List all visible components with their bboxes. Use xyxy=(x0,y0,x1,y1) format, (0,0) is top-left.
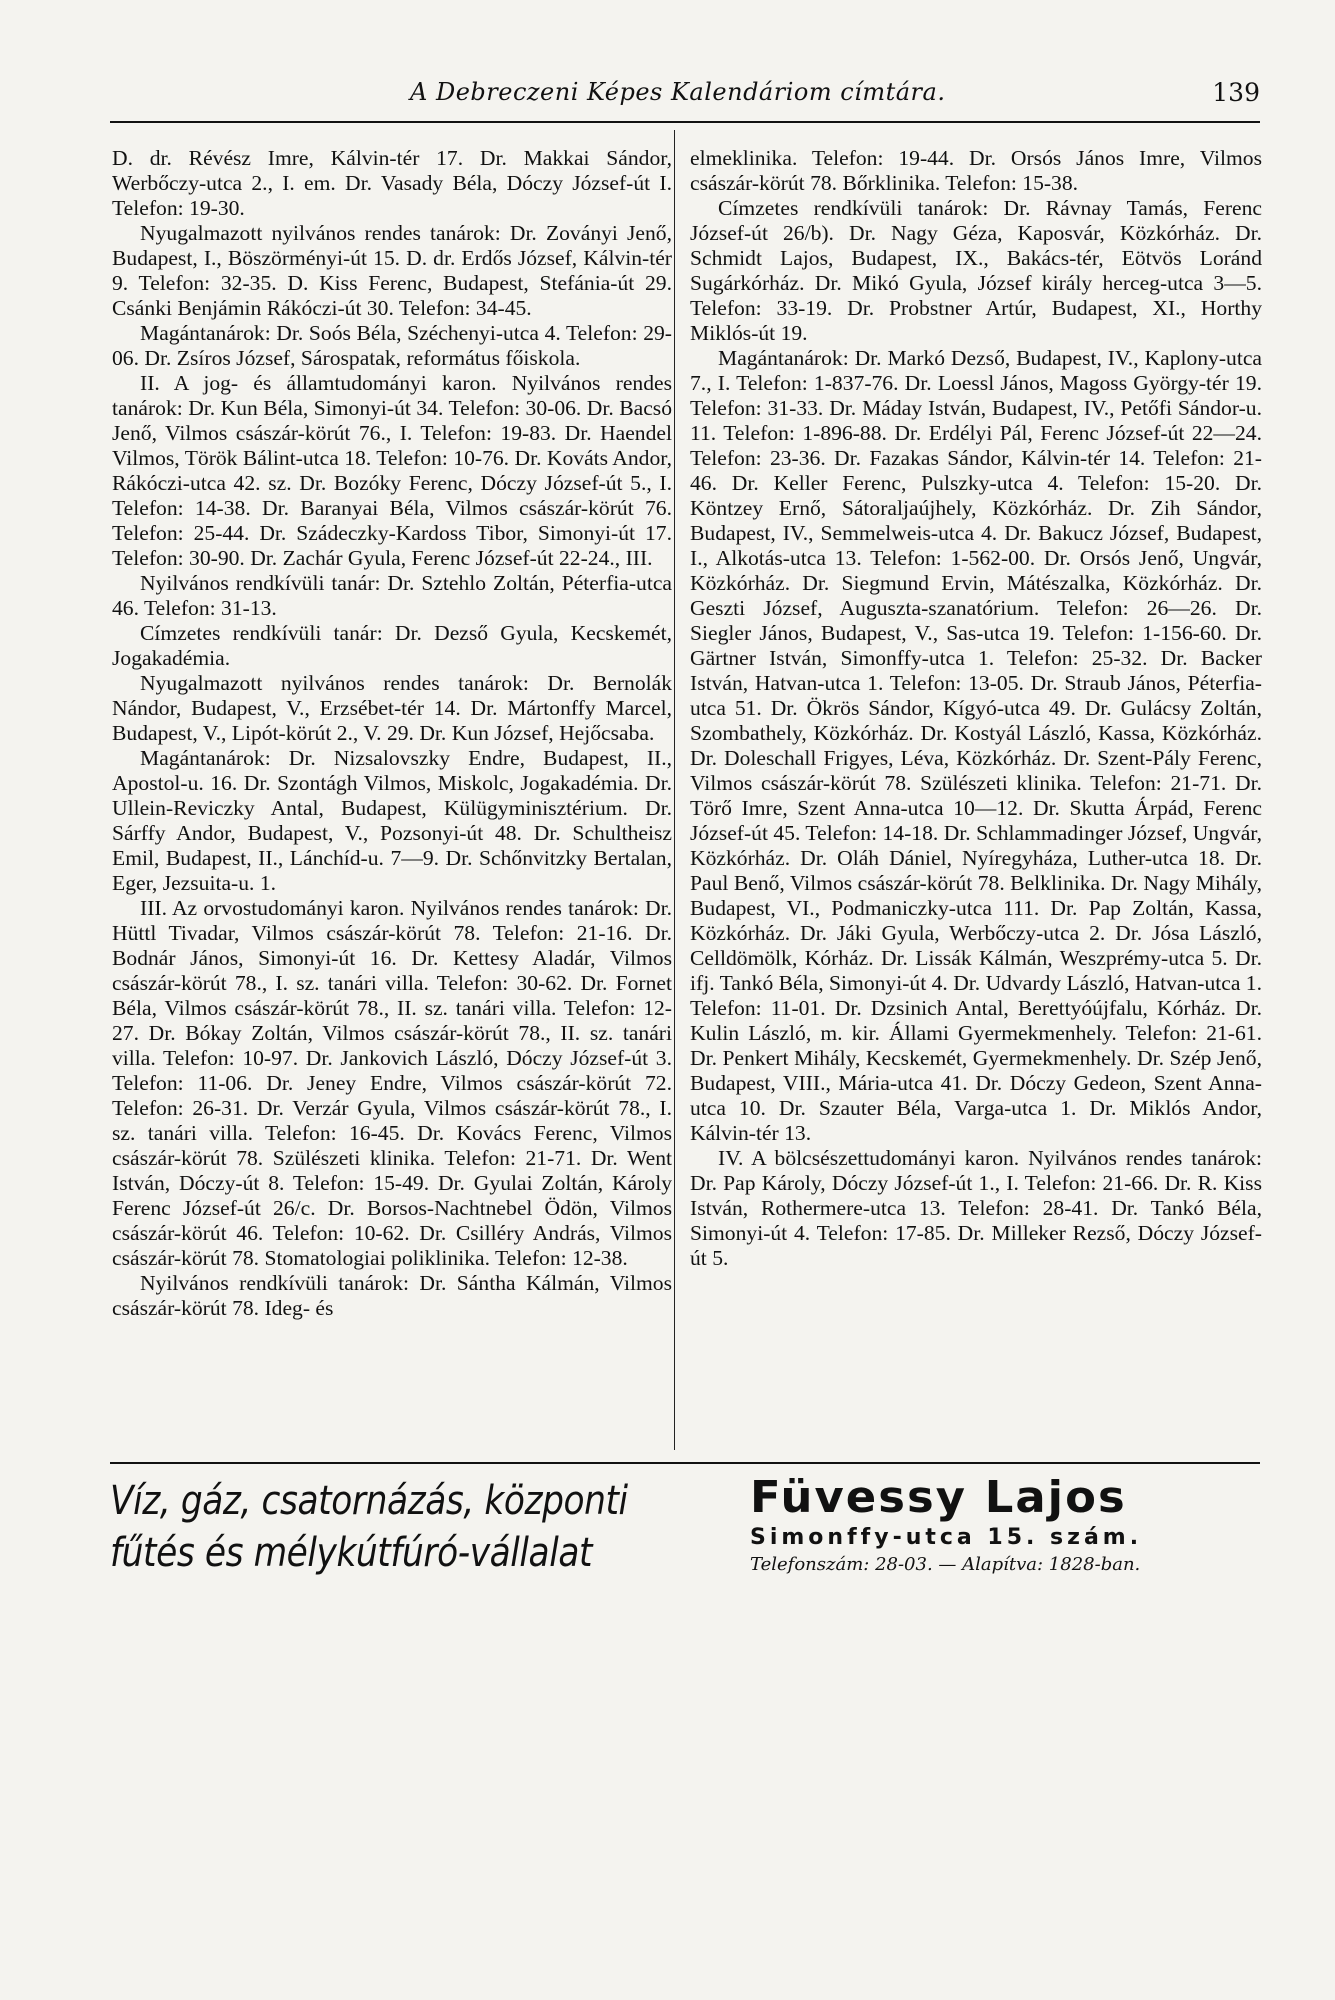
paragraph: elmeklinika. Telefon: 19-44. Dr. Orsós János Imre, Vilmos császár-körút 78. Bőrklinika. Telefon: 15-38. xyxy=(690,146,1262,195)
running-head: A Debreczeni Képes Kalendáriom címtára. xyxy=(410,78,946,106)
left-column xyxy=(112,146,672,1321)
paragraph: Nyugalmazott nyilvános rendes tanárok: Dr. Zoványi Jenő, Budapest, I., Böszörményi-út 15. D. dr. Erdős József, Kálvin-tér 9. Telefon: 32-35. D. Kiss Ferenc, Budapest, Stefánia-út 29. Csánki Benjámin Rákóczi-út 30. Telefon: 34-45. xyxy=(112,221,672,320)
paragraph: Nyilvános rendkívüli tanárok: Dr. Sántha Kálmán, Vilmos császár-körút 78. Ideg- és xyxy=(112,1271,672,1320)
section-paragraph: III. Az orvostudományi karon. Nyilvános rendes tanárok: Dr. Hüttl Tivadar, Vilmos császár-körút 78. Telefon: 21-16. Dr. Bodnár János, Simonyi-út 16. Dr. Kettesy Aladár, Vilmos császár-körút 78., I. sz. tanári villa. Telefon: 30-62. Dr. Fornet Béla, Vilmos császár-körút 78., II. sz. tanári villa. Telefon: 12-27. Dr. Bókay Zoltán, Vilmos császár-körút 78., II. sz. tanári villa. Telefon: 10-97. Dr. Jankovich László, Dóczy József-út 3. Telefon: 11-06. Dr. Jeney Endre, Vilmos császár-körút 72. Telefon: 26-31. Dr. Verzár Gyula, Vilmos császár-körút 78., I. sz. tanári villa. Telefon: 16-45. Dr. Kovács Ferenc, Vilmos császár-körút 78. Szülészeti klinika. Telefon: 21-71. Dr. Went István, Dóczy-út 8. Telefon: 15-49. Dr. Gyulai Zoltán, Károly Ferenc József-út 26/c. Dr. Borsos-Nachtnebel Ödön, Vilmos császár-körút 46. Telefon: 10-62. Dr. Csilléry András, Vilmos császár-körút 78. Stomatologiai poliklinika. Telefon: 12-38. xyxy=(112,896,672,1270)
paragraph: Nyugalmazott nyilvános rendes tanárok: Dr. Bernolák Nándor, Budapest, V., Erzsébet-tér 14. Dr. Mártonffy Marcel, Budapest, V., Lipót-körút 2., V. 29. Dr. Kun József, Hejőcsaba. xyxy=(112,671,672,745)
ad-address: Simonffy-utca 15. szám. xyxy=(750,1525,1143,1550)
column-divider xyxy=(674,130,675,1450)
paragraph: Magántanárok: Dr. Soós Béla, Széchenyi-utca 4. Telefon: 29-06. Dr. Zsíros József, Sárospatak, református főiskola. xyxy=(112,321,672,370)
ad-phone-founded: Telefonszám: 28-03. — Alapítva: 1828-ban. xyxy=(750,1554,1141,1575)
paragraph: Magántanárok: Dr. Markó Dezső, Budapest, IV., Kaplony-utca 7., I. Telefon: 1-837-76. Dr. Loessl János, Magoss György-tér 19. Telefon: 31-33. Dr. Máday István, Budapest, IV., Petőfi Sándor-u. 11. Telefon: 1-896-88. Dr. Erdélyi Pál, Ferenc József-út 22—24. Telefon: 23-36. Dr. Fazakas Sándor, Kálvin-tér 14. Telefon: 21-46. Dr. Keller Ferenc, Pulszky-utca 4. Telefon: 15-20. Dr. Köntzey Ernő, Sátoraljaújhely, Közkórház. Dr. Zih Sándor, Budapest, IV., Semmelweis-utca 4. Dr. Bakucz József, Budapest, I., Alkotás-utca 13. Telefon: 1-562-00. Dr. Orsós Jenő, Ungvár, Közkórház. Dr. Siegmund Ervin, Mátészalka, Közkórház. Dr. Geszti József, Auguszta-szanatórium. Telefon: 26—26. Dr. Siegler János, Budapest, V., Sas-utca 19. Telefon: 1-156-60. Dr. Gärtner István, Simonffy-utca 1. Telefon: 25-32. Dr. Backer István, Hatvan-utca 1. Telefon: 13-05. Dr. Straub János, Péterfia-utca 51. Dr. Ökrös Sándor, Kígyó-utca 49. Dr. Gulácsy Zoltán, Szombathely, Közkórház. Dr. Kostyál László, Kassa, Közkórház. Dr. Doleschall Frigyes, Léva, Közkórház. Dr. Szent-Pály Ferenc, Vilmos császár-körút 78. Szülészeti klinika. Telefon: 21-71. Dr. Törő Imre, Szent Anna-utca 10—12. Dr. Skutta Árpád, Ferenc József-út 45. Telefon: 14-18. Dr. Schlammadinger József, Ungvár, Közkórház. Dr. Oláh Dániel, Nyíregyháza, Luther-utca 18. Dr. Paul Benő, Vilmos császár-körút 78. Belklinika. Dr. Nagy Mihály, Budapest, VI., Podmaniczky-utca 111. Dr. Pap Zoltán, Kassa, Közkórház. Dr. Jáki Gyula, Werbőczy-utca 2. Dr. Jósa László, Celldömölk, Kórház. Dr. Lissák Kálmán, Weszprémy-utca 5. Dr. ifj. Tankó Béla, Simonyi-út 4. Dr. Udvardy László, Hatvan-utca 1. Telefon: 11-01. Dr. Dzsinich Antal, Berettyóújfalu, Kórház. Dr. Kulin László, m. kir. Állami Gyermekmenhely. Telefon: 21-61. Dr. Penkert Mihály, Kecskemét, Gyermekmenhely. Dr. Szép Jenő, Budapest, VIII., Mária-utca 41. Dr. Dóczy Gedeon, Szent Anna-utca 10. Dr. Szauter Béla, Varga-utca 1. Dr. Miklós Andor, Kálvin-tér 13. xyxy=(690,346,1263,1145)
ad-company-block xyxy=(750,1472,1260,1575)
paragraph: Címzetes rendkívüli tanár: Dr. Dezső Gyula, Kecskemét, Jogakadémia. xyxy=(112,621,672,670)
page-number: 139 xyxy=(1212,78,1260,107)
paragraph: Nyilvános rendkívüli tanár: Dr. Sztehlo Zoltán, Péterfia-utca 46. Telefon: 31-13. xyxy=(112,571,672,620)
page-header xyxy=(110,78,1260,118)
ad-services xyxy=(110,1475,643,1579)
ad-company-name: Füvessy Lajos xyxy=(750,1472,1127,1523)
section-paragraph: II. A jog- és államtudományi karon. Nyilvános rendes tanárok: Dr. Kun Béla, Simonyi-út 34. Telefon: 30-06. Dr. Bacsó Jenő, Vilmos császár-körút 76., I. Telefon: 19-83. Dr. Haendel Vilmos, Török Bálint-utca 18. Telefon: 10-76. Dr. Kováts Andor, Rákóczi-utca 42. sz. Dr. Bozóky Ferenc, Dóczy József-út 5., I. Telefon: 14-38. Dr. Baranyai Béla, Vilmos császár-körút 76. Telefon: 25-44. Dr. Szádeczky-Kardoss Tibor, Simonyi-út 17. Telefon: 30-90. Dr. Zachár Gyula, Ferenc József-út 22-24., III. xyxy=(112,371,672,570)
ad-services-line1: Víz, gáz, csatornázás, központi xyxy=(110,1478,628,1524)
right-column xyxy=(690,146,1262,1271)
header-rule xyxy=(110,121,1260,123)
paragraph: D. dr. Révész Imre, Kálvin-tér 17. Dr. Makkai Sándor, Werbőczy-utca 2., I. em. Dr. Vasady Béla, Dóczy József-út I. Telefon: 19-30. xyxy=(112,146,672,220)
section-paragraph: IV. A bölcsészettudományi karon. Nyilvános rendes tanárok: Dr. Pap Károly, Dóczy József-út 1., I. Telefon: 21-66. Dr. R. Kiss István, Rothermere-utca 13. Telefon: 28-41. Dr. Tankó Béla, Simonyi-út 4. Telefon: 17-85. Dr. Milleker Rezső, Dóczy József-út 5. xyxy=(690,1146,1262,1270)
paragraph: Címzetes rendkívüli tanárok: Dr. Rávnay Tamás, Ferenc József-út 26/b). Dr. Nagy Géza, Kaposvár, Közkórház. Dr. Schmidt Lajos, Budapest, IX., Bakács-tér, Eötvös Loránd Sugárkórház. Dr. Mikó Gyula, József király herceg-utca 3—5. Telefon: 33-19. Dr. Probstner Artúr, Budapest, XI., Horthy Miklós-út 19. xyxy=(690,196,1262,345)
paragraph: Magántanárok: Dr. Nizsalovszky Endre, Budapest, II., Apostol-u. 16. Dr. Szontágh Vilmos, Miskolc, Jogakadémia. Dr. Ullein-Reviczky Antal, Budapest, Külügyminisztérium. Dr. Sárffy Andor, Budapest, V., Pozsonyi-út 48. Dr. Schultheisz Emil, Budapest, II., Lánchíd-u. 7—9. Dr. Schőnvitzky Bertalan, Eger, Jezsuita-u. 1. xyxy=(112,746,672,895)
advertisement xyxy=(110,1472,1260,1595)
ad-services-line2: fűtés és mélykútfúró-vállalat xyxy=(110,1530,593,1576)
footer-rule xyxy=(110,1462,1260,1464)
